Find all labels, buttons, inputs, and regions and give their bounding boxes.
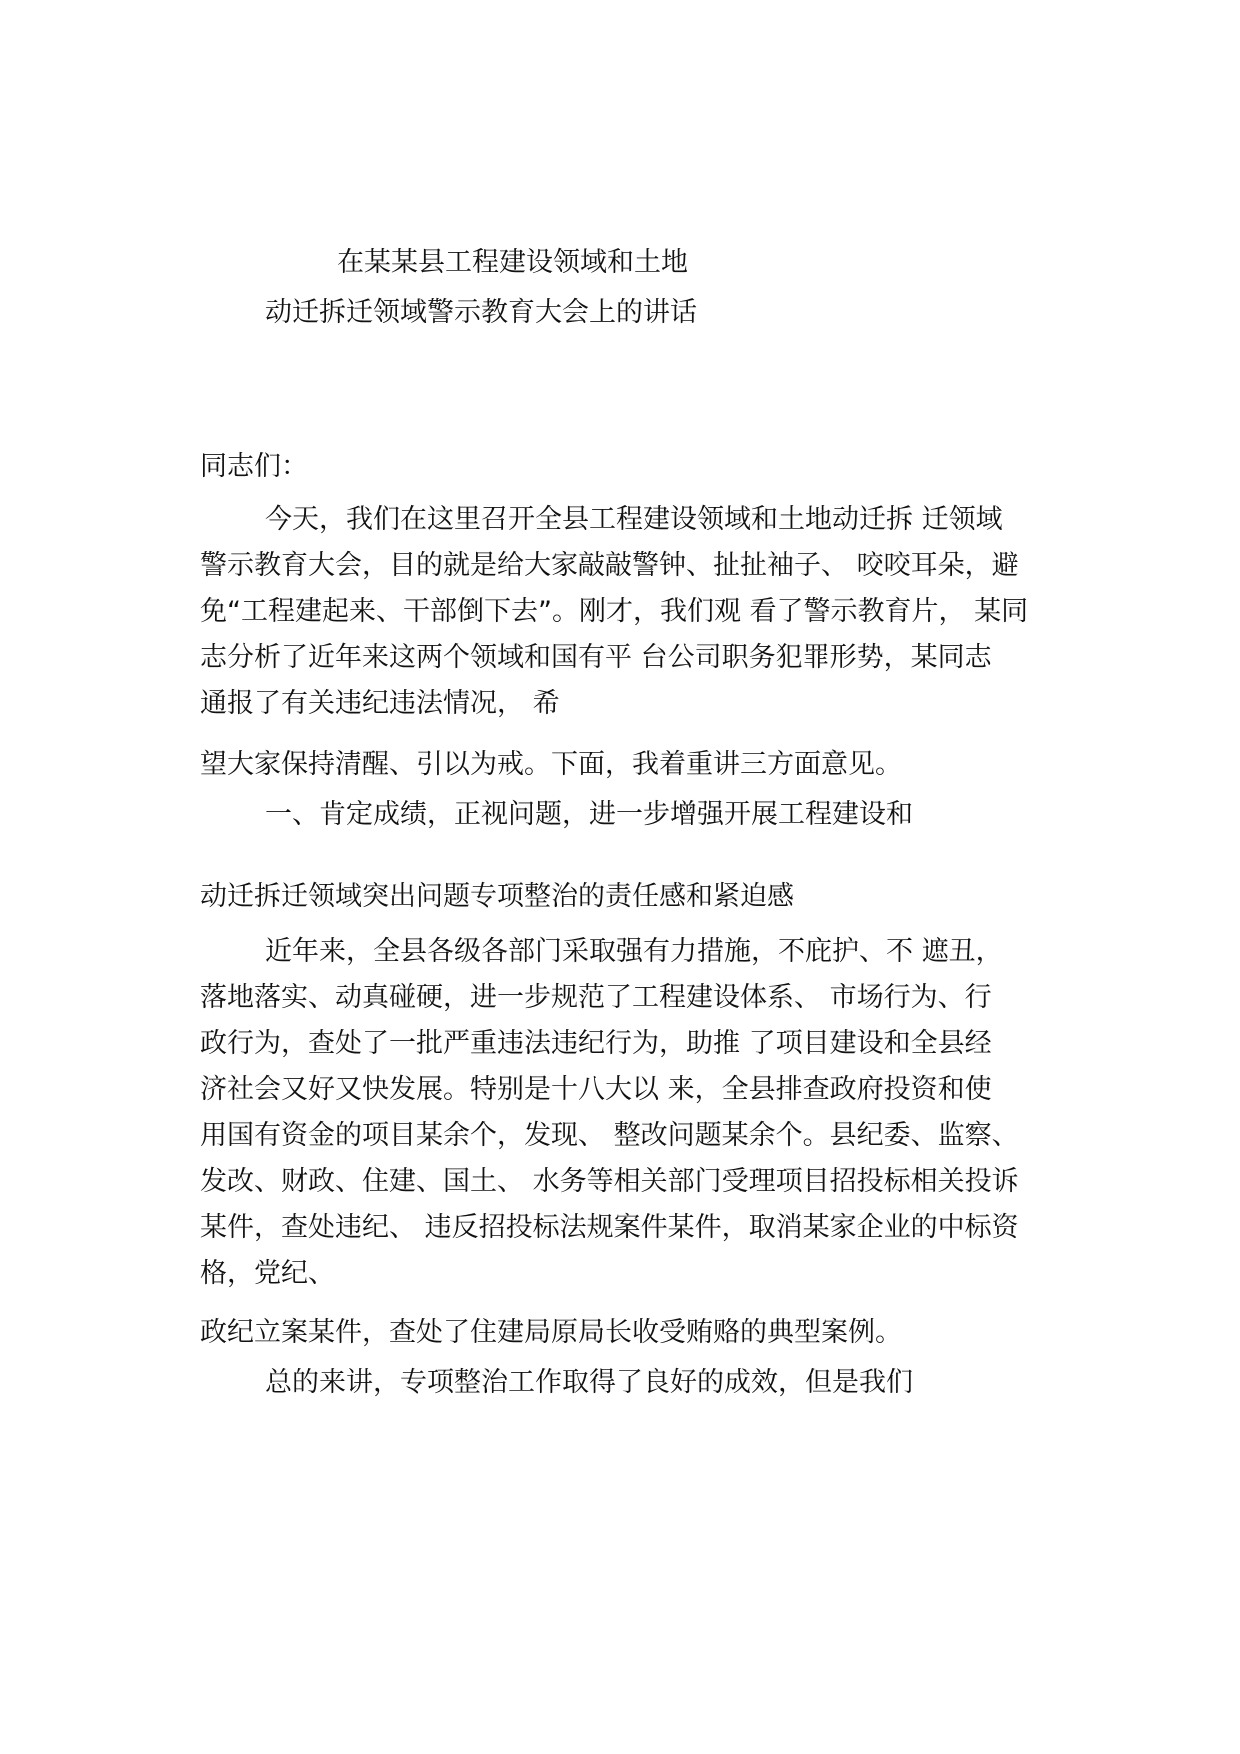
body-line: 落地落实、动真碰硬，进一步规范了工程建设体系、 市场行为、行 (200, 982, 992, 1013)
body-line: 总的来讲，专项整治工作取得了良好的成效，但是我们 (265, 1367, 913, 1398)
body-line: 政行为，查处了一批严重违法违纪行为，助推 了项目建设和全县经 (200, 1028, 992, 1059)
section-heading: 动迁拆迁领域突出问题专项整治的责任感和紧迫感 (200, 881, 794, 912)
section-heading: 一、肯定成绩，正视问题，进一步增强开展工程建设和 (265, 799, 913, 830)
body-line: 某件，查处违纪、 违反招投标法规案件某件，取消某家企业的中标资 (200, 1212, 1019, 1243)
body-line: 济社会又好又快发展。特别是十八大以 来，全县排查政府投资和使 (200, 1074, 992, 1105)
body-line: 政纪立案某件，查处了住建局原局长收受贿赂的典型案例。 (200, 1317, 902, 1348)
body-line: 发改、财政、住建、国土、 水务等相关部门受理项目招投标相关投诉 (200, 1166, 1019, 1197)
body-line: 志分析了近年来这两个领域和国有平 台公司职务犯罪形势，某同志 (200, 642, 992, 673)
body-line: 今天，我们在这里召开全县工程建设领域和土地动迁拆 迁领域 (265, 504, 1003, 535)
body-line: 格，党纪、 (200, 1258, 335, 1289)
body-line: 望大家保持清醒、引以为戒。下面，我着重讲三方面意见。 (200, 749, 902, 780)
title-line-2: 动迁拆迁领域警示教育大会上的讲话 (265, 297, 697, 328)
title-line-1: 在某某县工程建设领域和土地 (337, 247, 688, 278)
body-line: 近年来，全县各级各部门采取强有力措施，不庇护、不 遮丑， (265, 936, 1003, 967)
body-line: 免“工程建起来、干部倒下去”。刚才，我们观 看了警示教育片， 某同 (200, 596, 1029, 627)
salutation: 同志们： (200, 451, 308, 482)
body-line: 警示教育大会，目的就是给大家敲敲警钟、扯扯袖子、 咬咬耳朵，避 (200, 550, 1019, 581)
body-line: 用国有资金的项目某余个，发现、 整改问题某余个。县纪委、监察、 (200, 1120, 1019, 1151)
body-line: 通报了有关违纪违法情况， 希 (200, 688, 560, 719)
